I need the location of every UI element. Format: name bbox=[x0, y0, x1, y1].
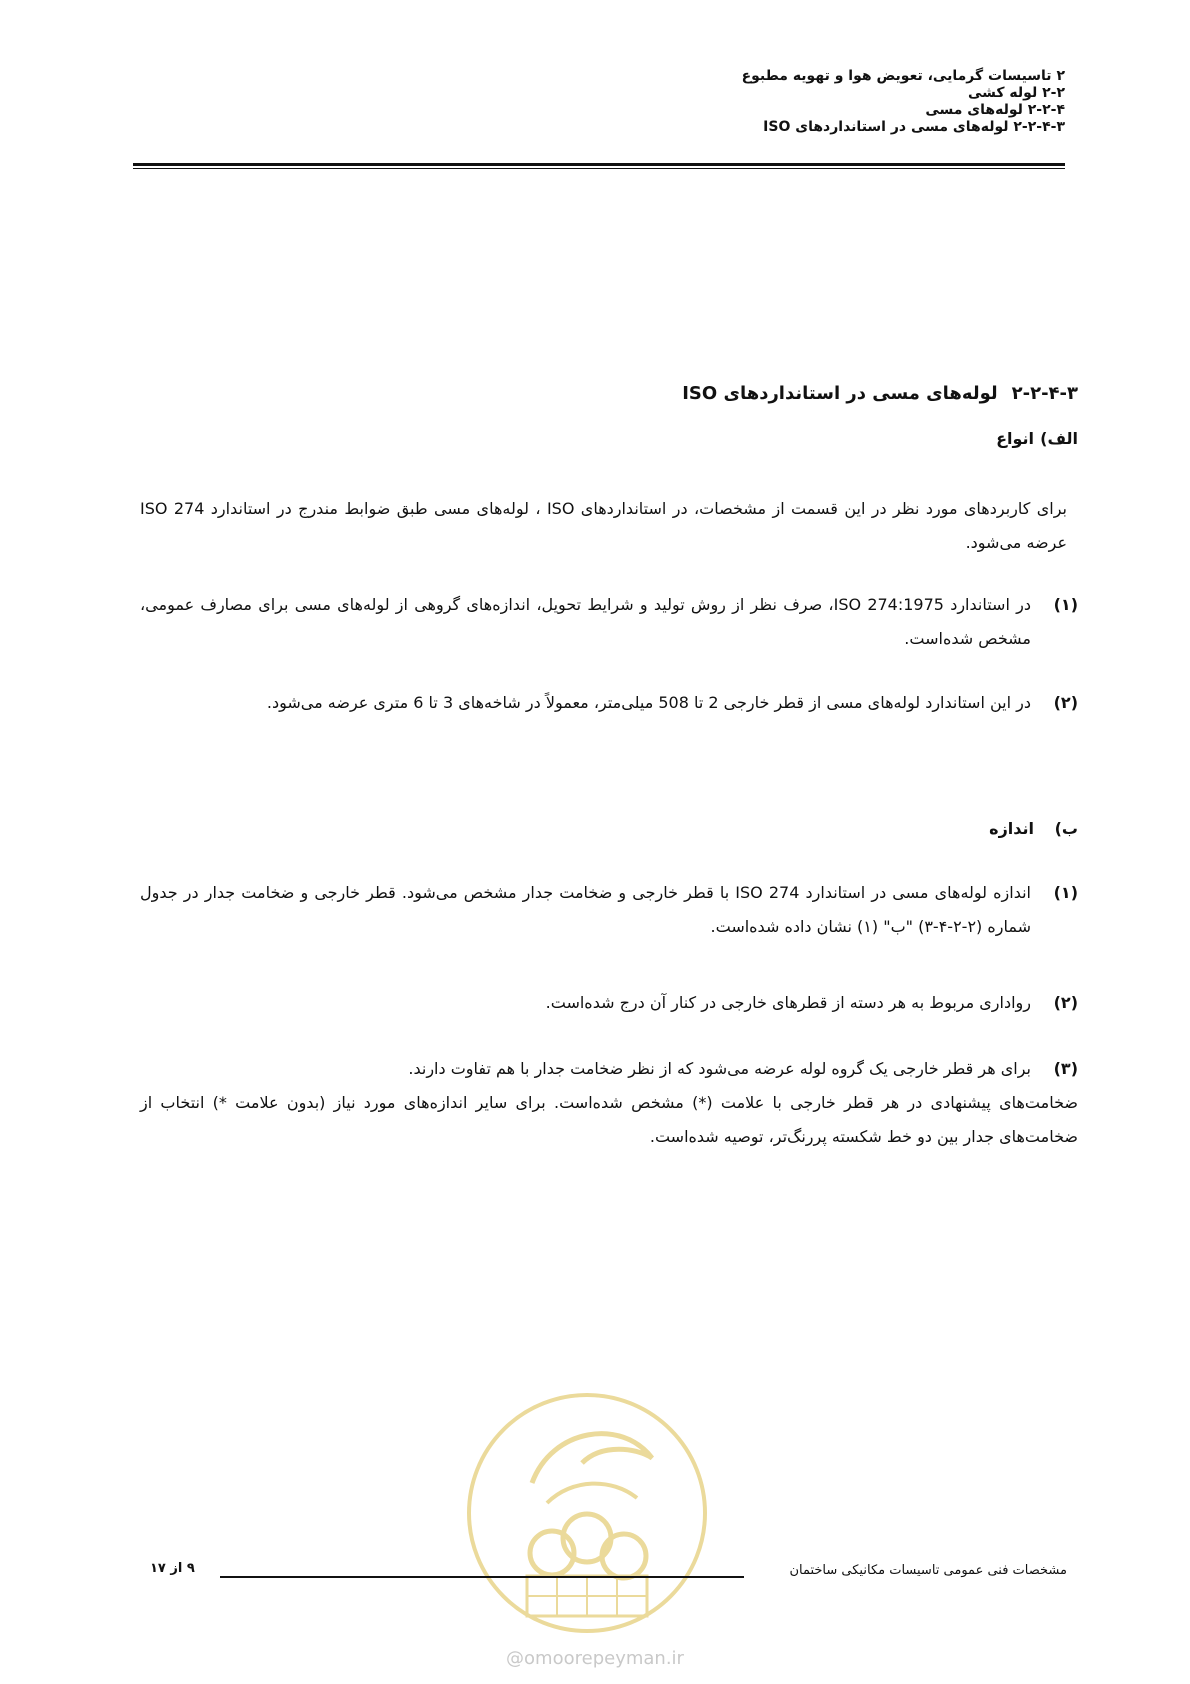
part-b-heading bbox=[878, 818, 1078, 840]
part-a-item-2 bbox=[140, 686, 1078, 720]
part-b-title: اندازه bbox=[989, 819, 1034, 838]
header-line-subsection: ۲-۲-۴ لوله‌های مسی bbox=[925, 102, 1065, 118]
running-header bbox=[133, 68, 1065, 136]
header-line-chapter: ۲ تاسیسات گرمایی، تعویض هوا و تهویه مطبوع bbox=[741, 68, 1065, 84]
part-b-item-3 bbox=[140, 1052, 1078, 1154]
header-line-topic: ۲-۲-۴-۳ لوله‌های مسی در استانداردهای ISO bbox=[763, 119, 1065, 135]
header-rule-thin bbox=[133, 168, 1065, 169]
section-title bbox=[178, 382, 1078, 406]
footer-rule bbox=[220, 1576, 744, 1578]
item-marker: (۱) bbox=[1053, 595, 1078, 614]
footer-page-number: ۹ از ۱۷ bbox=[150, 1561, 195, 1576]
item-marker: (۲) bbox=[1053, 993, 1078, 1012]
part-b-label: ب) bbox=[1054, 819, 1078, 838]
item-text-line1: برای هر قطر خارجی یک گروه لوله عرضه می‌شود که از نظر ضخامت جدار با هم تفاوت دارند. bbox=[408, 1059, 1031, 1078]
section-heading-text: لوله‌های مسی در استانداردهای ISO bbox=[682, 383, 998, 404]
part-a-intro: برای کاربردهای مورد نظر در این قسمت از مشخصات، در استانداردهای ISO ، لوله‌های مسی طبق ضوابط مندرج در استاندارد ISO 274 عرضه می‌شود. bbox=[140, 499, 1068, 552]
part-b-item-1 bbox=[140, 876, 1078, 944]
item-text: رواداری مربوط به هر دسته از قطرهای خارجی در کنار آن درج شده‌است. bbox=[545, 993, 1031, 1012]
item-marker: (۳) bbox=[1053, 1059, 1078, 1078]
footer-watermark: @omoorepeyman.ir bbox=[506, 1648, 684, 1669]
part-a-heading bbox=[878, 428, 1078, 450]
header-line-section: ۲-۲ لوله کشی bbox=[968, 85, 1065, 101]
header-rule-thick bbox=[133, 163, 1065, 166]
part-b-item-2 bbox=[140, 986, 1078, 1020]
seal-logo-icon bbox=[462, 1388, 712, 1638]
part-a-item-1 bbox=[140, 588, 1078, 656]
part-a-title: انواع bbox=[996, 429, 1034, 448]
item-marker: (۲) bbox=[1053, 693, 1078, 712]
part-a-label: الف) bbox=[1040, 429, 1078, 448]
item-marker: (۱) bbox=[1053, 883, 1078, 902]
footer-document-title: مشخصات فنی عمومی تاسیسات مکانیکی ساختمان bbox=[789, 1563, 1067, 1578]
item-text: ضخامت‌های پیشنهادی در هر قطر خارجی با علامت (*) مشخص شده‌است. برای سایر اندازه‌های مورد نیاز (بدون علامت *) انتخاب از ضخامت‌های جدار بین دو خط شکسته پررنگ‌تر، توصیه شده‌است. bbox=[140, 1093, 1078, 1146]
item-text: اندازه لوله‌های مسی در استاندارد ISO 274 با قطر خارجی و ضخامت جدار مشخص می‌شود. قطر خارجی و ضخامت جدار در جدول شماره (۲-۲-۴-۳) "ب" (۱) نشان داده شده‌است. bbox=[140, 883, 1032, 936]
section-number: ۲-۲-۴-۳ bbox=[1011, 383, 1078, 404]
item-text: در استاندارد ISO 274:1975، صرف نظر از روش تولید و شرایط تحویل، اندازه‌های گروهی از لوله‌های مسی برای مصارف عمومی، مشخص شده‌است. bbox=[140, 595, 1031, 648]
item-text: در این استاندارد لوله‌های مسی از قطر خارجی 2 تا 508 میلی‌متر، معمولاً در شاخه‌های 3 تا 6 متری عرضه می‌شود. bbox=[266, 693, 1031, 712]
